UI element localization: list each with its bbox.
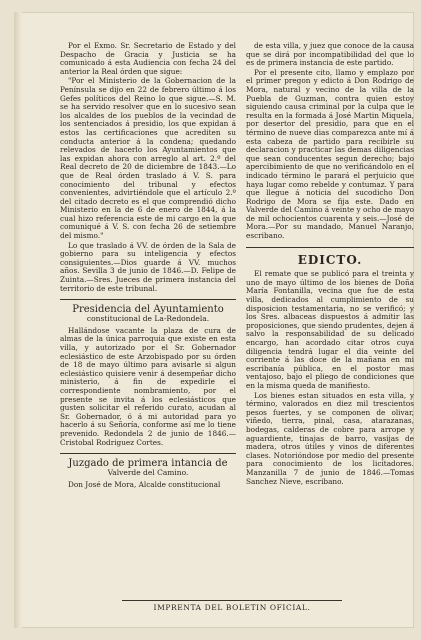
- left-column: [60, 42, 236, 490]
- right-column: [246, 42, 414, 487]
- ayuntamiento-heading: Presidencia del Ayuntamiento: [72, 304, 224, 316]
- summons-paragraph: Por el presente cito, llamo y emplazo por el primer pregon y edicto á Don Rodrigo de Mora, natural y vecino de la villa de la Puebla de Guzman, contra quien estoy siguiendo causa criminal por la culpa que le resulta en la formada á José Martin Miquela, por desertor del presidio, para que en el término de nueve dias comparezca ante mí á esta cabeza de partido para recibirle su declaracion y practicar las demas diligencias que sean conducentes segun derecho; bajo apercibimiento de que no verificándolo en el indicado término le parará el perjuicio que haya lugar como rebelde y contumaz. Y para que llegue á noticia del sucodicho Don Rodrigo de Mora se fija este. Dado en Valverde del Camino á veinte y ocho de mayo de mil ochocientos cuarenta y seis.—José de Mora.—Por su mandado, Manuel Naranjo, escribano.: [246, 67, 414, 241]
- assets-paragraph: Los bienes estan situados en esta villa, y término, valorados en diez mil trescientos pesos fuertes, y se componen de olivar, viñedo, tierra, pinal, casa, atarazanas, bodegas, calderas de cobre para arrope y aguardiente, tinajas de barro, vasijas de madera, otros útiles y vinos de diferentes clases. Notorióndose por medio del presente para conocimiento de los licitadores. Manzanilla 7 de junio de 1846.—Tomas Sanchez Nieve, escribano.: [246, 390, 414, 486]
- printer-footer: IMPRENTA DEL BOLETIN OFICIAL.: [122, 600, 342, 612]
- ayuntamiento-subheading: constitucional de La-Redondela.: [86, 314, 210, 324]
- section-divider: [246, 247, 414, 248]
- continuation-paragraph: de esta villa, y juez que conoce de la causa que se dirá por incompatibilidad del que lo es de primera instancia de este partido.: [246, 41, 414, 68]
- section-divider: [60, 299, 236, 300]
- juzgado-heading: Juzgado de primera intancia de: [68, 458, 228, 470]
- transfer-paragraph: Lo que traslado á VV. de órden de la Sala de gobierno para su inteligencia y efectos consiguientes.—Dios guarde á VV. muchos años. Sevilla 3 de junio de 1846.—D. Felipe de Zuinta.—Sres. Jueces de primera instancia del territorio de este tribunal.: [60, 240, 236, 293]
- section-divider: [60, 453, 236, 454]
- newspaper-page: [14, 12, 414, 628]
- intro-paragraph: Por el Exmo. Sr. Secretario de Estado y del Despacho de Gracia y Justicia se ha comunicado á esta Audiencia con fecha 24 del anterior la Real órden que sigue:: [60, 41, 236, 76]
- auction-paragraph: El remate que se publicó para el treinta y uno de mayo último de los bienes de Doña María Fontanilla, vecina que fue de esta villa, dedicados al cumplimiento de su disposicion testamentaria, no se verificó; y los Sres. albaceas dispuestos á admitir las proposiciones, que siendo prudentes, dejen á salvo la responsabilidad de su delicado encargo, han acordado citar otros cuya diligencia tendrá lugar el dia veinte del corriente á las doce de la mañana en mi escribanía pública, en el postor mas ventajoso, bajo el pliego de condiciones que en la misma queda de manifiesto.: [246, 269, 414, 390]
- vacancy-paragraph: Hallándose vacante la plaza de cura de almas de la única parroquia que existe en esta villa, y autorizado por el Sr. Gobernador eclesiástico de este Arzobispado por su órden de 18 de mayo último para avisarle si algun eclesiástico quisiere venir á desempeñar dicho ministerio, á fin de expedirle el correspondiente nombramiento, por el presente se invita á los eclesiásticos que gusten solicitar el referido curato, acudan al Sr. Gobernador, ó á mi autoridad para yo hacerlo á su Señoría, conforme así me lo tiene prevenido. Redondela 2 de junio de 1846.—Cristobal Rodriguez Cortes.: [60, 325, 236, 447]
- alcalde-paragraph: Don José de Mora, Alcalde constitucional: [68, 479, 221, 489]
- edicto-title: EDICTO.: [297, 252, 363, 267]
- juzgado-subheading: Valverde del Camino.: [107, 468, 189, 478]
- royal-order-paragraph: "Por el Ministerio de la Gobernacion de la Península se dijo en 22 de febrero último á los Gefes políticos del Reino lo que sigue.—S. M. se ha servido resolver que en lo sucesivo sean los alcaldes de los pueblos de la vecindad de los sentenciados á presidio, los que expidan á estos las certificaciones que acrediten su conducta anterior á la condena; quedando relevados de hacerlo los Ayuntamientos que las expidan ahora con arreglo al art. 2.º del Real decreto de 20 de diciembre de 1843.—Lo que de Real órden traslado á V. S. para conocimiento del tribunal y efectos convenientes, advirtiéndole que el artículo 2.º del citado decreto es el que comprendió dicho Ministerio en la de 6 de enero de 1844, á la cual hizo referencia este de mi cargo en la que comuniqué á V. S. con fecha 26 de setiembre del mismo.": [60, 76, 236, 241]
- page-fold-shadow: [14, 12, 22, 628]
